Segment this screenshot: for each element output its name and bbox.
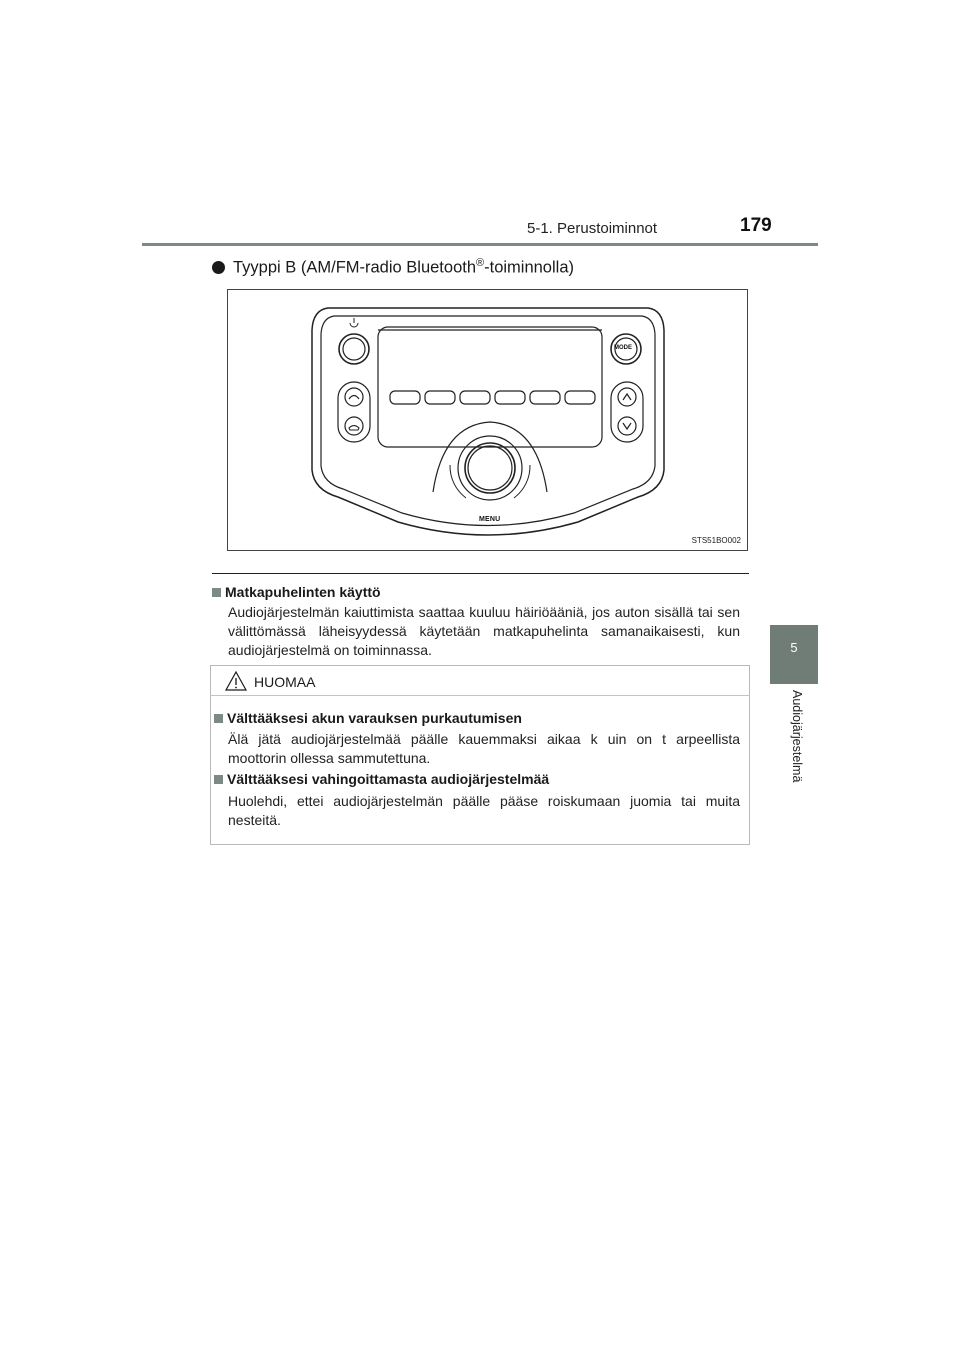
menu-label: MENU — [479, 516, 501, 523]
page-number: 179 — [740, 215, 772, 236]
notice-divider — [210, 695, 750, 696]
figure-code: STS51BO002 — [691, 536, 741, 545]
section-divider — [212, 573, 749, 574]
phone-section-text: Audiojärjestelmän kaiuttimista saattaa kuuluu häiriöääniä, jos auton sisällä tai sen välittömässä läheisyydessä käytetään matkapuhelinta samanaikaisesti, kun audiojärjestelmä on toiminnassa. — [228, 604, 740, 658]
registered-mark: ® — [476, 257, 485, 269]
section-label: 5-1. Perustoiminnot — [527, 220, 658, 237]
notice-item-text: Huolehdi, ettei audiojärjestelmän päälle pääse roiskumaan juomia tai muita nesteitä. — [228, 793, 740, 828]
square-bullet-icon — [212, 588, 221, 597]
audio-unit-drawing — [228, 290, 749, 552]
warning-triangle-icon — [224, 670, 248, 692]
notice-item-text: Älä jätä audiojärjestelmää päälle kauemmaksi aikaa k uin on t arpeellista moottorin ollessa sammutettuna. — [228, 731, 740, 766]
notice-item-heading — [214, 710, 522, 726]
chapter-number: 5 — [790, 640, 798, 655]
phone-section-heading — [212, 584, 381, 600]
type-heading-suffix: -toiminnolla) — [484, 258, 574, 277]
audio-unit-illustration — [227, 289, 748, 551]
header-rule — [142, 243, 818, 246]
damage-heading-text: Välttääksesi vahingoittamasta audiojärjestelmää — [227, 771, 550, 787]
phone-heading-text: Matkapuhelinten käyttö — [225, 584, 381, 600]
mode-label: MODE — [614, 345, 632, 351]
chapter-title: Audiojärjestelmä — [790, 690, 804, 783]
battery-heading-text: Välttääksesi akun varauksen purkautumisen — [227, 710, 522, 726]
type-heading-text: Tyyppi B (AM/FM-radio Bluetooth — [233, 258, 477, 277]
square-bullet-icon — [214, 775, 223, 784]
notice-item-heading — [214, 771, 549, 787]
bullet-icon — [212, 261, 225, 274]
notice-title: HUOMAA — [254, 674, 316, 690]
type-heading — [212, 257, 574, 278]
square-bullet-icon — [214, 714, 223, 723]
